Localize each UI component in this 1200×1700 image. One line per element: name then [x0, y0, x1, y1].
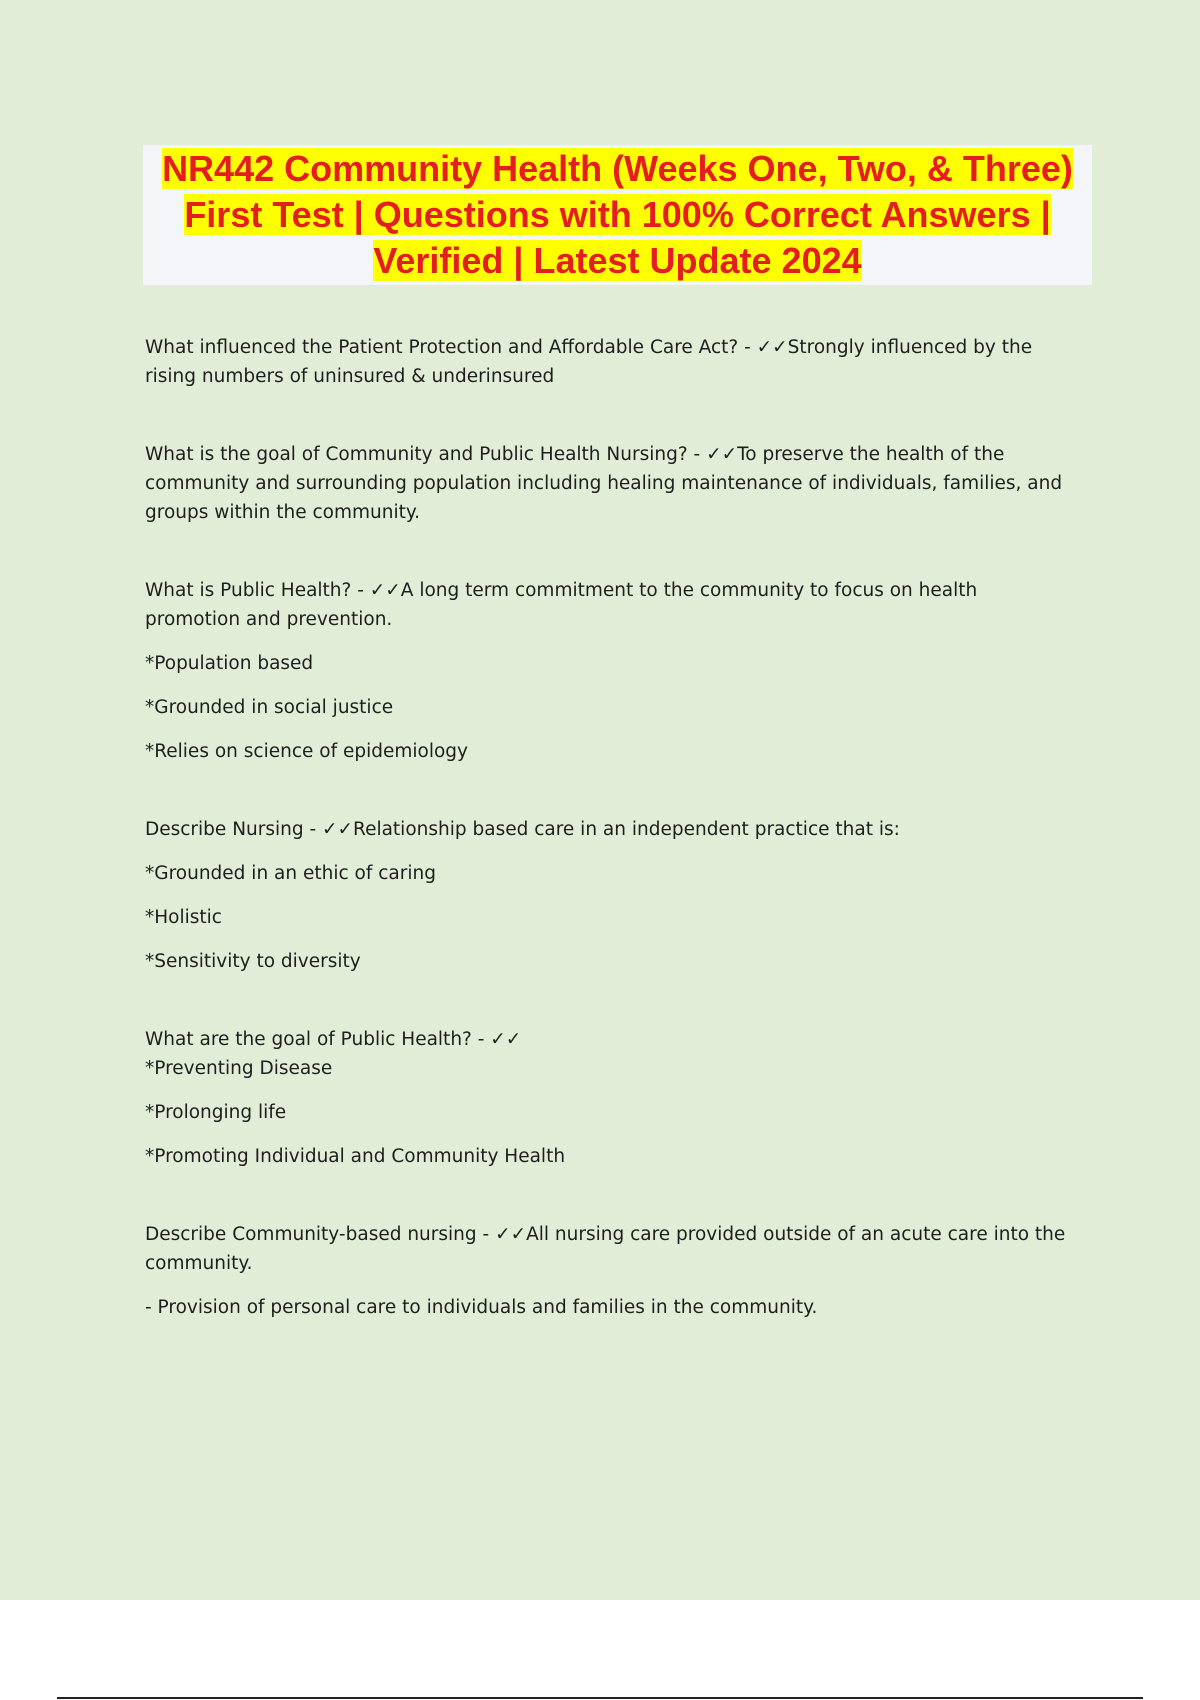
qa-bullet: *Holistic — [145, 907, 222, 928]
qa-item — [145, 1220, 1075, 1322]
qa-bullet: *Preventing Disease — [145, 1058, 333, 1079]
qa-paragraph: What are the goal of Public Health? - ✓✓ — [145, 1029, 522, 1050]
qa-paragraph: What is the goal of Community and Public Health Nursing? - ✓✓To preserve the health of the community and surrounding population including healing maintenance of individuals, families, and groups within the community. — [145, 444, 1063, 523]
title-banner — [143, 145, 1092, 285]
qa-item — [145, 1025, 1075, 1171]
qa-bullet: *Promoting Individual and Community Health — [145, 1146, 566, 1167]
qa-paragraph: Describe Nursing - ✓✓Relationship based care in an independent practice that is: — [145, 819, 900, 840]
qa-paragraph: What influenced the Patient Protection and Affordable Care Act? - ✓✓Strongly influenced by the rising numbers of uninsured & underinsured — [145, 337, 1033, 387]
qa-bullet: *Population based — [145, 653, 314, 674]
qa-bullet: *Sensitivity to diversity — [145, 951, 361, 972]
qa-content — [145, 333, 1075, 1371]
qa-paragraph: Describe Community-based nursing - ✓✓All nursing care provided outside of an acute care into the community. — [145, 1224, 1066, 1274]
qa-paragraph: What is Public Health? - ✓✓A long term commitment to the community to focus on health promotion and prevention. — [145, 580, 978, 630]
qa-item — [145, 815, 1075, 976]
qa-bullet: *Grounded in an ethic of caring — [145, 863, 436, 884]
qa-item — [145, 440, 1075, 527]
document-title — [148, 146, 1088, 284]
qa-bullet: *Prolonging life — [145, 1102, 287, 1123]
qa-bullet: *Relies on science of epidemiology — [145, 741, 468, 762]
footer-rule — [57, 1697, 1143, 1699]
qa-bullet: *Grounded in social justice — [145, 697, 394, 718]
qa-subpoint: - Provision of personal care to individuals and families in the community. — [145, 1297, 818, 1318]
document-title-text: NR442 Community Health (Weeks One, Two, & Three) First Test | Questions with 100% Correct Answers | Verified | Latest Update 2024 — [162, 148, 1073, 281]
qa-item — [145, 576, 1075, 766]
qa-item — [145, 333, 1075, 391]
